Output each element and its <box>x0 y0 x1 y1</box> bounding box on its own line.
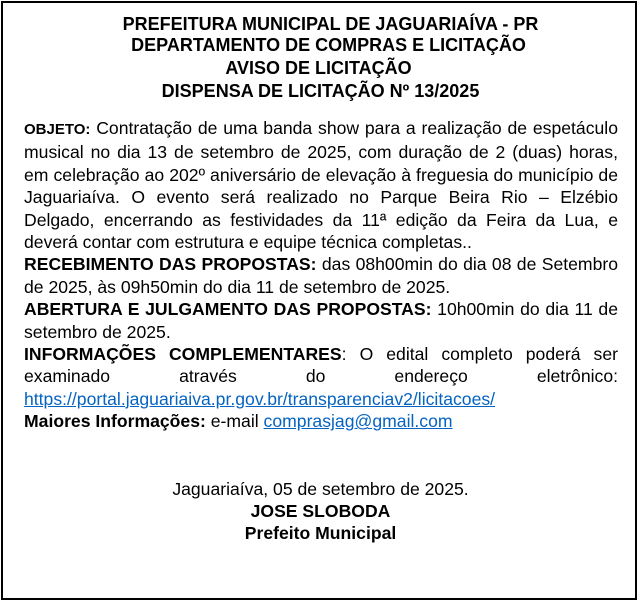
email-link[interactable]: comprasjag@gmail.com <box>263 411 453 432</box>
maiores-text: e-mail <box>210 411 259 432</box>
header-municipality: PREFEITURA MUNICIPAL DE JAGUARIAÍVA - PR <box>122 14 539 34</box>
header-department: DEPARTAMENTO DE COMPRAS E LICITAÇÃO <box>131 35 526 55</box>
objeto-text: Contratação de uma banda show para a realização de espetáculo musical no dia 13 de setembro de 2025, com duração de 2 (duas) horas, em celebração ao 202º aniversário de elevação à freguesia do município de Jaguariaíva. O evento será realizado no Parque Beira Rio – Elzébio Delgado, encerrando as festividades da 11ª edição da Feira da Lua, e deverá contar com estrutura e equipe técnica completas.. <box>24 118 618 253</box>
place-date: Jaguariaíva, 05 de setembro de 2025. <box>172 479 469 499</box>
abertura-text: 10h00min do dia 11 de setembro de 2025. <box>24 299 618 342</box>
header-dispensa-number: DISPENSA DE LICITAÇÃO Nº 13/2025 <box>161 81 480 101</box>
maiores-label: Maiores Informações: <box>24 411 206 432</box>
abertura-label: ABERTURA E JULGAMENTO DAS PROPOSTAS: <box>24 299 432 320</box>
recebimento-label: RECEBIMENTO DAS PROPOSTAS: <box>24 254 317 275</box>
objeto-label: OBJETO: <box>24 121 91 138</box>
objeto-paragraph <box>24 117 618 253</box>
informacoes-paragraph <box>24 343 618 410</box>
signatory-name: JOSE SLOBODA <box>250 501 391 521</box>
informacoes-label: INFORMAÇÕES COMPLEMENTARES <box>24 344 342 365</box>
signatory-role: Prefeito Municipal <box>244 523 397 543</box>
licitacoes-portal-link[interactable]: https://portal.jaguariaiva.pr.gov.br/transparenciav2/licitacoes/ <box>24 388 496 409</box>
maiores-paragraph <box>24 410 618 432</box>
header-notice-title: AVISO DE LICITAÇÃO <box>225 58 412 78</box>
abertura-paragraph <box>24 298 618 343</box>
recebimento-paragraph <box>24 253 618 298</box>
informacoes-text: : O edital completo poderá ser examinado através do endereço eletrônico: <box>24 344 618 387</box>
notice-body <box>24 117 618 433</box>
recebimento-text: das 08h00min do dia 08 de Setembro de 2025, às 09h50min do dia 11 de setembro de 2025. <box>24 254 618 297</box>
